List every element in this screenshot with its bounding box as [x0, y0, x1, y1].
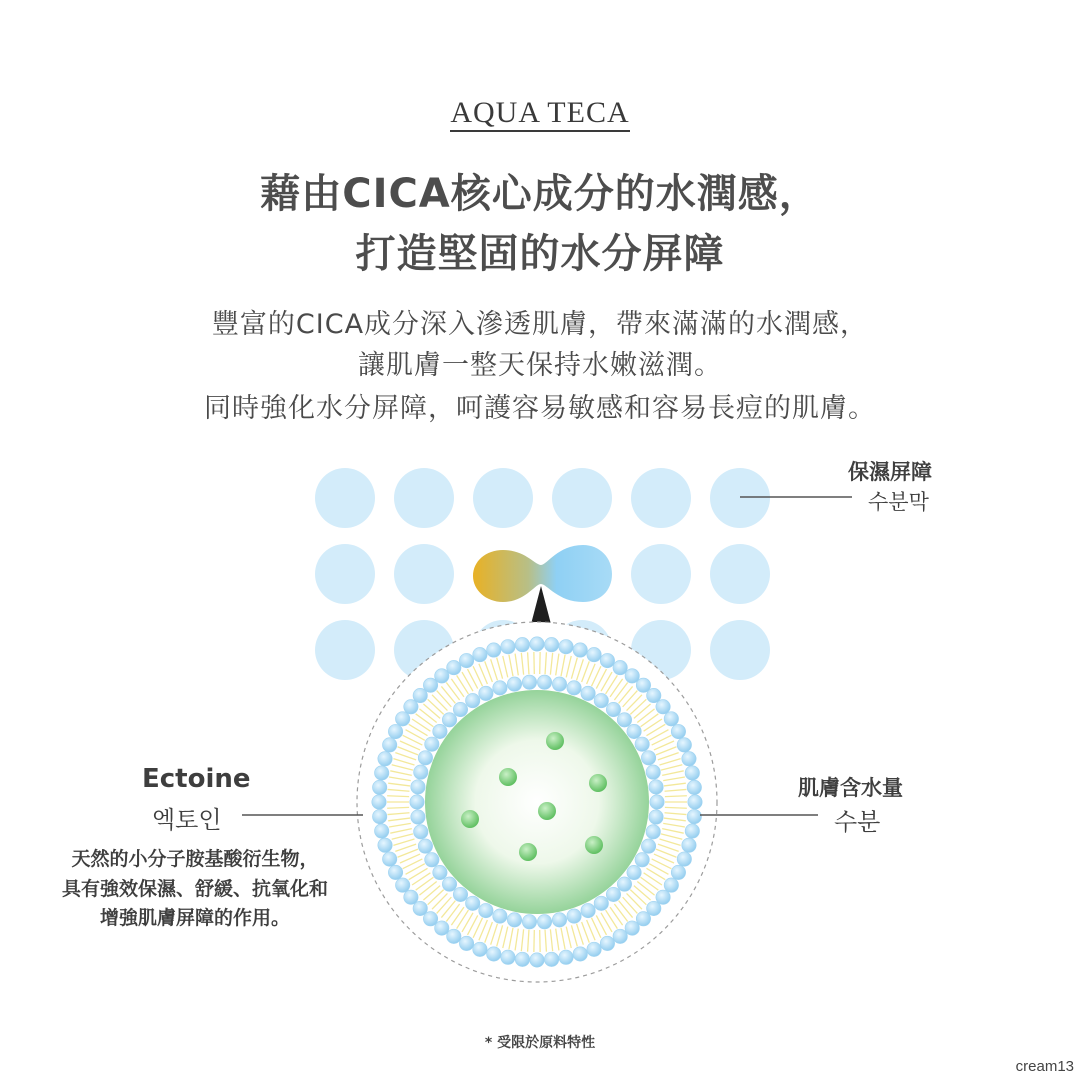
lipid-bead [447, 660, 461, 674]
lipid-bead [453, 887, 467, 901]
lipid-bead [515, 952, 529, 966]
lipid-bead [581, 903, 595, 917]
moisture-droplet [315, 544, 375, 604]
moisture-droplet [710, 544, 770, 604]
lipid-bead [627, 724, 641, 738]
lipid-bead [473, 942, 487, 956]
lipid-tail [665, 807, 687, 808]
lipid-bead [600, 653, 614, 667]
lipid-bead [413, 901, 427, 915]
lipid-tail [387, 796, 409, 797]
lipid-bead [594, 693, 608, 707]
lipid-bead [685, 766, 699, 780]
skin-moisture-label-ko: 수분 [834, 808, 881, 836]
lipid-bead [650, 795, 664, 809]
lipid-bead [382, 852, 396, 866]
water-molecule [546, 732, 564, 750]
lipid-bead [649, 780, 663, 794]
lipid-bead [411, 780, 425, 794]
lipid-bead [617, 713, 631, 727]
lipid-bead [581, 686, 595, 700]
lipid-bead [395, 712, 409, 726]
lipid-bead [625, 669, 639, 683]
ectoine-description-line-1: 天然的小分子胺基酸衍生物， [71, 848, 319, 870]
lipid-bead [530, 953, 544, 967]
lipid-bead [442, 877, 456, 891]
lipid-bead [433, 865, 447, 879]
brand-text: AQUA TECA [450, 96, 629, 132]
lipid-bead [425, 737, 439, 751]
lipid-bead [447, 929, 461, 943]
lipid-bead [649, 810, 663, 824]
lipid-bead [537, 915, 551, 929]
moisture-droplet [710, 468, 770, 528]
barrier-label-ko: 수분막 [868, 490, 929, 514]
lipid-bead [552, 913, 566, 927]
lipid-bead [374, 824, 388, 838]
lipid-bead [522, 915, 536, 929]
lipid-bead [418, 751, 432, 765]
lipid-bead [374, 766, 388, 780]
lipid-bead [687, 780, 701, 794]
lipid-bead [411, 810, 425, 824]
lipid-bead [606, 887, 620, 901]
lipid-bead [404, 890, 418, 904]
headline-line-2: 打造堅固的水分屏障 [355, 231, 725, 277]
lipid-bead [641, 751, 655, 765]
lipid-bead [636, 912, 650, 926]
lipid-bead [573, 947, 587, 961]
lipid-bead [647, 688, 661, 702]
lipid-bead [522, 675, 536, 689]
water-molecule [519, 843, 537, 861]
lipid-bead [433, 724, 447, 738]
headline-line-1: 藉由CICA核心成分的水潤感， [260, 171, 820, 217]
lipid-bead [459, 936, 473, 950]
cell-core [425, 690, 649, 914]
lipid-bead [388, 865, 402, 879]
lipid-bead [435, 669, 449, 683]
lipid-bead [656, 700, 670, 714]
body-line-3: 同時強化水分屏障，呵護容易敏感和容易長痘的肌膚。 [204, 393, 876, 424]
lipid-bead [425, 853, 439, 867]
lipid-bead [493, 909, 507, 923]
lipid-bead [378, 752, 392, 766]
lipid-bead [537, 675, 551, 689]
lipid-bead [635, 853, 649, 867]
moisture-droplet [394, 544, 454, 604]
lipid-bead [559, 639, 573, 653]
footnote: * 受限於原料特性 [484, 1035, 596, 1051]
lipid-bead [573, 643, 587, 657]
lipid-bead [410, 795, 424, 809]
lipid-bead [453, 702, 467, 716]
lipid-bead [466, 896, 480, 910]
lipid-bead [641, 839, 655, 853]
lipid-bead [372, 780, 386, 794]
lipid-bead [466, 693, 480, 707]
moisture-droplet [631, 468, 691, 528]
lipid-bead [627, 865, 641, 879]
lipid-bead [685, 824, 699, 838]
lipid-bead [487, 643, 501, 657]
lipid-bead [606, 702, 620, 716]
lipid-bead [507, 913, 521, 927]
moisture-droplet [631, 544, 691, 604]
lipid-bead [418, 839, 432, 853]
water-molecule [461, 810, 479, 828]
lipid-bead [552, 677, 566, 691]
lipid-bead [388, 724, 402, 738]
signature: cream13 [1015, 1058, 1074, 1075]
ectoine-description-line-2: 具有強效保濕、舒緩、抗氧化和 [61, 878, 328, 900]
water-molecule [538, 802, 556, 820]
lipid-bead [587, 647, 601, 661]
lipid-bead [501, 950, 515, 964]
lipid-bead [677, 852, 691, 866]
lipid-bead [682, 838, 696, 852]
water-molecule [499, 768, 517, 786]
lipid-bead [567, 909, 581, 923]
lipid-bead [515, 637, 529, 651]
lipid-bead [594, 896, 608, 910]
lipid-bead [664, 712, 678, 726]
lipid-bead [404, 700, 418, 714]
lipid-bead [635, 737, 649, 751]
lipid-bead [372, 795, 386, 809]
lipid-bead [613, 660, 627, 674]
lipid-bead [423, 678, 437, 692]
body-line-2: 讓肌膚一整天保持水嫩滋潤。 [358, 350, 722, 381]
lipid-bead [435, 921, 449, 935]
moisture-droplet [552, 468, 612, 528]
lipid-bead [682, 752, 696, 766]
skin-moisture-label-zh: 肌膚含水量 [798, 776, 903, 800]
lipid-bead [687, 809, 701, 823]
lipid-bead [530, 637, 544, 651]
lipid-bead [501, 639, 515, 653]
lipid-bead [559, 950, 573, 964]
lipid-bead [378, 838, 392, 852]
lipid-bead [382, 738, 396, 752]
lipid-bead [567, 681, 581, 695]
lipid-bead [625, 921, 639, 935]
brand-logo [0, 96, 1080, 130]
lipid-tail [387, 807, 409, 808]
moisture-droplet [394, 468, 454, 528]
lipid-bead [414, 825, 428, 839]
lipid-bead [688, 795, 702, 809]
lipid-bead [677, 738, 691, 752]
lipid-bead [544, 952, 558, 966]
lipid-bead [600, 936, 614, 950]
lipid-bead [507, 677, 521, 691]
lipid-tail [665, 796, 687, 797]
moisture-droplet [315, 620, 375, 680]
ectoine-label-en: Ectoine [142, 764, 251, 794]
water-molecule [585, 836, 603, 854]
body-line-1: 豐富的CICA成分深入滲透肌膚，帶來滿滿的水潤感， [211, 309, 869, 340]
lipid-bead [646, 765, 660, 779]
water-molecule [589, 774, 607, 792]
lipid-bead [671, 724, 685, 738]
ectoine-label-ko: 엑토인 [152, 806, 222, 834]
lipid-bead [646, 825, 660, 839]
moisture-droplet [473, 468, 533, 528]
lipid-bead [664, 878, 678, 892]
lipid-bead [459, 653, 473, 667]
lipid-bead [587, 942, 601, 956]
lipid-bead [487, 947, 501, 961]
lipid-bead [479, 903, 493, 917]
lipid-bead [414, 765, 428, 779]
lipid-bead [671, 865, 685, 879]
lipid-bead [442, 713, 456, 727]
lipid-bead [395, 878, 409, 892]
lipid-bead [544, 637, 558, 651]
lipid-bead [617, 877, 631, 891]
barrier-label-zh: 保濕屏障 [848, 460, 932, 484]
lipid-bead [656, 890, 670, 904]
ectoine-description-line-3: 增強肌膚屏障的作用。 [99, 907, 290, 929]
lipid-bead [479, 686, 493, 700]
moisture-droplet [710, 620, 770, 680]
lipid-bead [613, 929, 627, 943]
lipid-bead [473, 647, 487, 661]
moisture-droplet [315, 468, 375, 528]
lipid-bead [493, 681, 507, 695]
lipid-bead [372, 809, 386, 823]
